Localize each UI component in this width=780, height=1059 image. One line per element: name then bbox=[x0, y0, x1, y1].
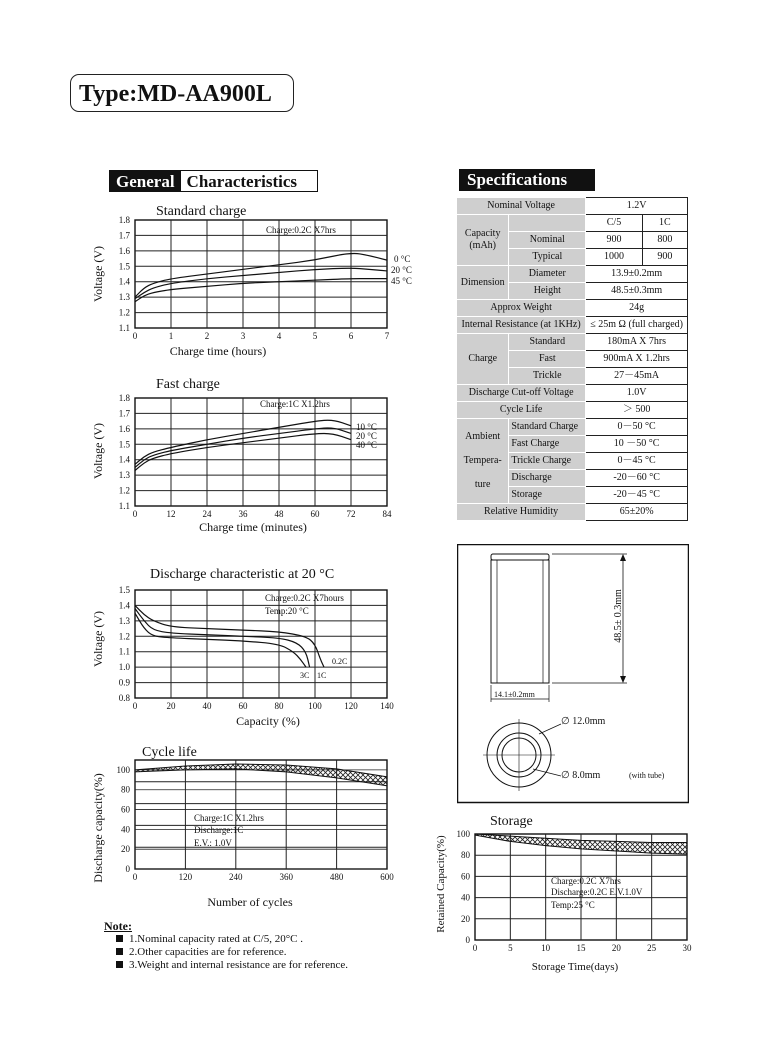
specifications-heading: Specifications bbox=[459, 169, 595, 191]
battery-drawing bbox=[457, 544, 689, 804]
cycle-life-value: ＞ 500 bbox=[586, 402, 688, 419]
x-axis-label: Charge time (minutes) bbox=[199, 520, 307, 534]
notes-title: Note: bbox=[104, 919, 132, 933]
storage-chart bbox=[430, 812, 692, 977]
diameter-dimension: 14.1±0.2mm bbox=[494, 690, 535, 699]
y-axis-label: Voltage (V) bbox=[91, 245, 105, 303]
x-axis-label: Number of cycles bbox=[207, 895, 293, 909]
chart-condition-charge: Charge:1C X1.2hrs bbox=[194, 813, 264, 823]
specifications-table bbox=[456, 197, 688, 521]
charge-trickle-value: 27－45mA bbox=[586, 368, 688, 385]
general-characteristics-heading bbox=[109, 170, 318, 192]
y-tick-label: 1.8 bbox=[118, 215, 130, 225]
x-tick-label: 0 bbox=[132, 872, 138, 882]
fast-charge-chart bbox=[88, 373, 418, 538]
x-tick-label: 24 bbox=[202, 509, 212, 519]
capacity-nominal-label: Nominal bbox=[509, 232, 586, 249]
x-tick-label: 5 bbox=[312, 331, 318, 341]
ambient-trickle-charge-label: Trickle Charge bbox=[509, 453, 586, 470]
x-tick-label: 120 bbox=[344, 701, 358, 711]
charge-standard-label: Standard bbox=[509, 334, 586, 351]
chart-condition: Charge:0.2C X7hrs bbox=[266, 225, 336, 235]
note-item: 3.Weight and internal resistance are for reference. bbox=[104, 959, 348, 972]
y-tick-label: 60 bbox=[461, 871, 470, 882]
y-axis-label: Voltage (V) bbox=[91, 610, 105, 668]
x-tick-label: 84 bbox=[382, 509, 392, 519]
characteristics-label: Characteristics bbox=[186, 172, 298, 191]
capacity-typical-label: Typical bbox=[509, 249, 586, 266]
y-tick-label: 1.4 bbox=[118, 276, 130, 287]
y-tick-label: 1.0 bbox=[118, 662, 130, 673]
y-axis-label: Voltage (V) bbox=[91, 422, 105, 480]
x-tick-label: 48 bbox=[274, 509, 284, 519]
x-tick-label: 3 bbox=[240, 331, 246, 341]
ambient-storage-label: Storage bbox=[509, 487, 586, 504]
x-tick-label: 0 bbox=[472, 943, 478, 953]
general-label: General bbox=[110, 171, 181, 191]
x-tick-label: 6 bbox=[348, 331, 354, 341]
legend-40c: 40 °C bbox=[356, 440, 377, 450]
y-tick-label: 1.1 bbox=[118, 323, 130, 333]
standard-charge-chart bbox=[88, 198, 418, 360]
x-tick-label: 600 bbox=[380, 872, 394, 882]
x-tick-label: 10 bbox=[541, 943, 551, 953]
x-tick-label: 0 bbox=[132, 509, 138, 519]
x-axis-label: Charge time (hours) bbox=[169, 344, 267, 358]
charge-standard-value: 180mA X 7hrs bbox=[586, 334, 688, 351]
capacity-col-1c: 1C bbox=[642, 215, 687, 232]
notes bbox=[104, 920, 348, 972]
x-tick-label: 100 bbox=[308, 701, 322, 711]
y-tick-label: 1.4 bbox=[118, 600, 130, 611]
height-dimension: 48.5± 0.3mm bbox=[613, 589, 624, 643]
cycle-life-label: Cycle Life bbox=[457, 402, 586, 419]
chart-condition-charge: Charge:0.2C X7hours bbox=[265, 593, 344, 603]
x-tick-label: 4 bbox=[276, 331, 282, 341]
cycle-life-chart bbox=[88, 740, 418, 912]
y-tick-label: 1.5 bbox=[118, 585, 130, 595]
x-tick-label: 20 bbox=[611, 943, 621, 953]
y-tick-label: 40 bbox=[121, 824, 130, 835]
x-tick-label: 140 bbox=[380, 701, 394, 711]
capacity-typical-1c: 900 bbox=[642, 249, 687, 266]
ambient-storage-value: -20－45 °C bbox=[586, 487, 688, 504]
y-tick-label: 100 bbox=[116, 764, 130, 775]
x-tick-label: 0 bbox=[132, 331, 138, 341]
x-tick-label: 80 bbox=[274, 701, 284, 711]
x-tick-label: 360 bbox=[279, 872, 293, 882]
y-tick-label: 40 bbox=[461, 892, 470, 903]
nominal-voltage-label: Nominal Voltage bbox=[457, 198, 586, 215]
diameter-value: 13.9±0.2mm bbox=[586, 266, 688, 283]
y-tick-label: 0 bbox=[465, 935, 470, 945]
x-tick-label: 20 bbox=[166, 701, 176, 711]
y-tick-label: 1.8 bbox=[118, 393, 130, 403]
legend-20c: 20 °C bbox=[391, 265, 412, 275]
x-axis-label: Storage Time(days) bbox=[531, 961, 619, 973]
y-tick-label: 1.7 bbox=[118, 230, 130, 241]
x-tick-label: 1 bbox=[168, 331, 174, 341]
x-tick-label: 7 bbox=[384, 331, 390, 341]
label-3c: 3C bbox=[300, 671, 310, 680]
cutoff-value: 1.0V bbox=[586, 385, 688, 402]
x-tick-label: 120 bbox=[178, 872, 193, 882]
chart-condition-temp: Temp:20 °C bbox=[265, 606, 309, 616]
chart-title: Storage bbox=[490, 814, 533, 829]
y-tick-label: 20 bbox=[121, 844, 130, 855]
y-axis-label: Discharge capacity(%) bbox=[91, 773, 105, 883]
y-tick-label: 60 bbox=[121, 804, 130, 815]
chart-condition-discharge: Discharge:1C bbox=[194, 825, 244, 835]
charge-fast-value: 900mA X 1.2hrs bbox=[586, 351, 688, 368]
ambient-fast-charge-label: Fast Charge bbox=[509, 436, 586, 453]
outer-diameter-label: ∅ 12.0mm bbox=[561, 716, 606, 727]
battery-body bbox=[491, 560, 549, 683]
height-value: 48.5±0.3mm bbox=[586, 283, 688, 300]
x-tick-label: 60 bbox=[238, 701, 248, 711]
x-tick-label: 480 bbox=[329, 872, 344, 882]
internal-resistance-value: ≤ 25m Ω (full charged) bbox=[586, 317, 688, 334]
x-tick-label: 36 bbox=[238, 509, 248, 519]
x-tick-label: 240 bbox=[229, 872, 243, 882]
ambient-temperature-label: Ambient Tempera- ture bbox=[457, 419, 509, 504]
chart-condition-ev: E.V.: 1.0V bbox=[194, 838, 232, 848]
weight-value: 24g bbox=[586, 300, 688, 317]
capacity-col-c5: C/5 bbox=[586, 215, 643, 232]
y-tick-label: 1.6 bbox=[118, 423, 130, 434]
y-tick-label: 0.9 bbox=[118, 677, 130, 688]
weight-label: Approx Weight bbox=[457, 300, 586, 317]
x-tick-label: 5 bbox=[508, 943, 513, 953]
capacity-typical-c5: 1000 bbox=[586, 249, 643, 266]
chart-title: Fast charge bbox=[156, 377, 220, 392]
y-tick-label: 1.5 bbox=[118, 261, 130, 272]
chart-condition-discharge: Discharge:0.2C E.V.1.0V bbox=[551, 887, 643, 897]
battery-terminal bbox=[491, 554, 549, 560]
humidity-value: 65±20% bbox=[586, 504, 688, 521]
capacity-label: Capacity (mAh) bbox=[457, 215, 509, 266]
ambient-discharge-label: Discharge bbox=[509, 470, 586, 487]
x-tick-label: 0 bbox=[132, 701, 138, 711]
y-tick-label: 0 bbox=[125, 864, 130, 874]
y-tick-label: 20 bbox=[461, 913, 470, 924]
label-1c: 1C bbox=[317, 671, 327, 680]
y-tick-label: 100 bbox=[456, 829, 470, 839]
chart-condition: Charge:1C X1.2hrs bbox=[260, 399, 330, 409]
x-tick-label: 2 bbox=[204, 331, 210, 341]
ambient-standard-charge-label: Standard Charge bbox=[509, 419, 586, 436]
discharge-chart bbox=[88, 560, 418, 732]
y-tick-label: 1.2 bbox=[118, 485, 130, 496]
internal-resistance-label: Internal Resistance (at 1KHz) bbox=[457, 317, 586, 334]
ambient-fast-charge-value: 10 －50 °C bbox=[586, 436, 688, 453]
charge-label: Charge bbox=[457, 334, 509, 385]
note-item: 2.Other capacities are for reference. bbox=[104, 946, 348, 959]
ambient-trickle-charge-value: 0－45 °C bbox=[586, 453, 688, 470]
legend-20c: 20 °C bbox=[356, 431, 377, 441]
dimension-label: Dimension bbox=[457, 266, 509, 300]
x-tick-label: 40 bbox=[202, 701, 212, 711]
chart-title: Cycle life bbox=[142, 745, 197, 760]
capacity-nominal-1c: 800 bbox=[642, 232, 687, 249]
diameter-label: Diameter bbox=[509, 266, 586, 283]
y-tick-label: 1.3 bbox=[118, 470, 130, 481]
x-tick-label: 12 bbox=[166, 509, 176, 519]
y-tick-label: 1.5 bbox=[118, 439, 130, 450]
with-tube-label: (with tube) bbox=[629, 771, 665, 780]
x-tick-label: 15 bbox=[576, 943, 586, 953]
type-title: Type:MD-AA900L bbox=[70, 74, 294, 112]
y-tick-label: 1.2 bbox=[118, 307, 130, 318]
charge-trickle-label: Trickle bbox=[509, 368, 586, 385]
cutoff-label: Discharge Cut-off Voltage bbox=[457, 385, 586, 402]
chart-condition-charge: Charge:0.2C X7hrs bbox=[551, 876, 621, 886]
y-tick-label: 80 bbox=[121, 784, 130, 795]
y-axis-label: Retained Capacity(%) bbox=[435, 835, 447, 933]
y-tick-label: 0.8 bbox=[118, 693, 130, 703]
y-tick-label: 1.3 bbox=[118, 615, 130, 626]
x-tick-label: 60 bbox=[310, 509, 320, 519]
y-tick-label: 1.3 bbox=[118, 292, 130, 303]
ambient-discharge-value: -20－60 °C bbox=[586, 470, 688, 487]
plot-frame bbox=[135, 398, 387, 506]
y-tick-label: 1.6 bbox=[118, 245, 130, 256]
capacity-nominal-c5: 900 bbox=[586, 232, 643, 249]
chart-title: Standard charge bbox=[156, 204, 247, 219]
ambient-standard-charge-value: 0－50 °C bbox=[586, 419, 688, 436]
x-axis-label: Capacity (%) bbox=[236, 714, 300, 728]
y-tick-label: 1.1 bbox=[118, 501, 130, 511]
legend-0c: 0 °C bbox=[394, 254, 411, 264]
charge-fast-label: Fast bbox=[509, 351, 586, 368]
chart-condition-temp: Temp:25 °C bbox=[551, 900, 595, 910]
y-tick-label: 1.4 bbox=[118, 454, 130, 465]
note-item: 1.Nominal capacity rated at C/5, 20°C . bbox=[104, 933, 348, 946]
y-tick-label: 1.2 bbox=[118, 631, 130, 642]
legend-45c: 45 °C bbox=[391, 276, 412, 286]
humidity-label: Relative Humidity bbox=[457, 504, 586, 521]
y-tick-label: 1.1 bbox=[118, 646, 130, 657]
plot-frame bbox=[135, 590, 387, 698]
y-tick-label: 1.7 bbox=[118, 408, 130, 419]
nominal-voltage-value: 1.2V bbox=[586, 198, 688, 215]
height-label: Height bbox=[509, 283, 586, 300]
x-tick-label: 72 bbox=[346, 509, 356, 519]
chart-title: Discharge characteristic at 20 °C bbox=[150, 567, 335, 582]
y-tick-label: 80 bbox=[461, 850, 470, 861]
x-tick-label: 25 bbox=[647, 943, 657, 953]
x-tick-label: 30 bbox=[682, 943, 692, 953]
label-0-2c: 0.2C bbox=[332, 657, 348, 666]
inner-diameter-label: ∅ 8.0mm bbox=[561, 770, 601, 781]
legend-10c: 10 °C bbox=[356, 422, 377, 432]
